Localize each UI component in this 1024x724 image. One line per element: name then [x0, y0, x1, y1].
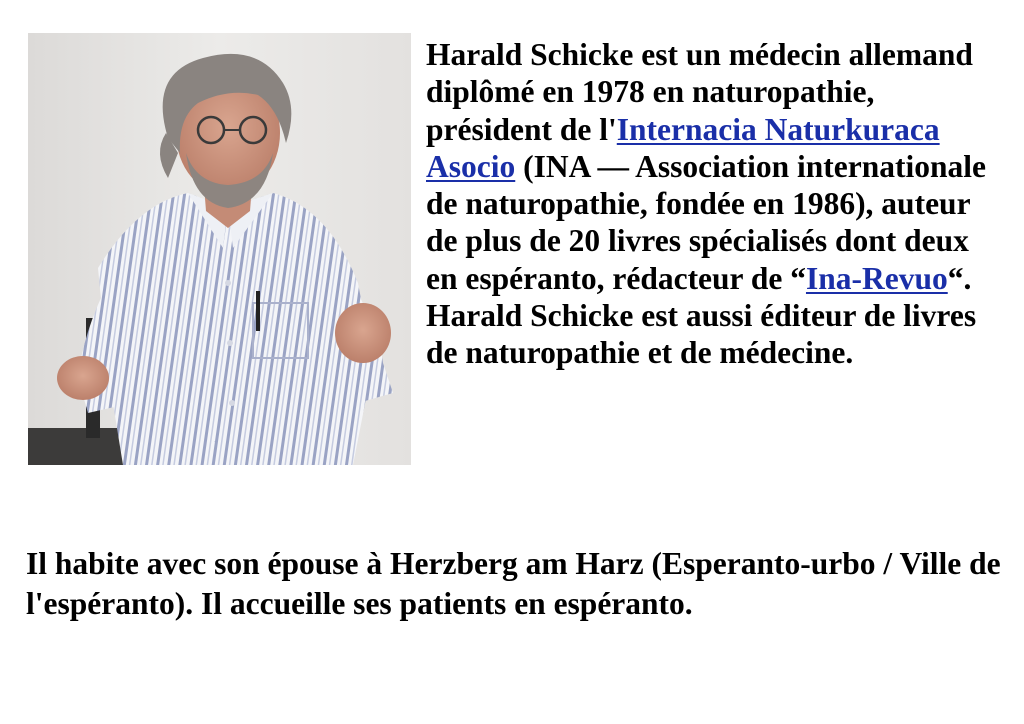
link-ina-revuo[interactable]: Ina-Revuo [805, 260, 948, 296]
photo-spacer [26, 36, 426, 468]
residence-paragraph: Il habite avec son épouse à Herzberg am Harz (Esperanto-urbo / Ville de l'espéranto). Il accueille ses patients en espéranto. [26, 546, 1001, 621]
biography-paragraph [26, 36, 1001, 468]
bio-text-end: “. Harald Schicke est aussi éditeur de livres de naturopathie et de médecine. [426, 260, 977, 371]
link-internacia-naturkuraca-asocio[interactable]: Internacia Naturkuraca Asocio [426, 111, 940, 184]
bio-text-middle: (INA — Association internationale de naturopathie, fondée en 1986), auteur de plus de 20 livres spécialisés dont deux en espéranto, rédacteur de “ [426, 148, 987, 296]
bio-text-intro: Harald Schicke est un médecin allemand diplômé en 1978 en naturopathie, président de l' [426, 37, 973, 147]
